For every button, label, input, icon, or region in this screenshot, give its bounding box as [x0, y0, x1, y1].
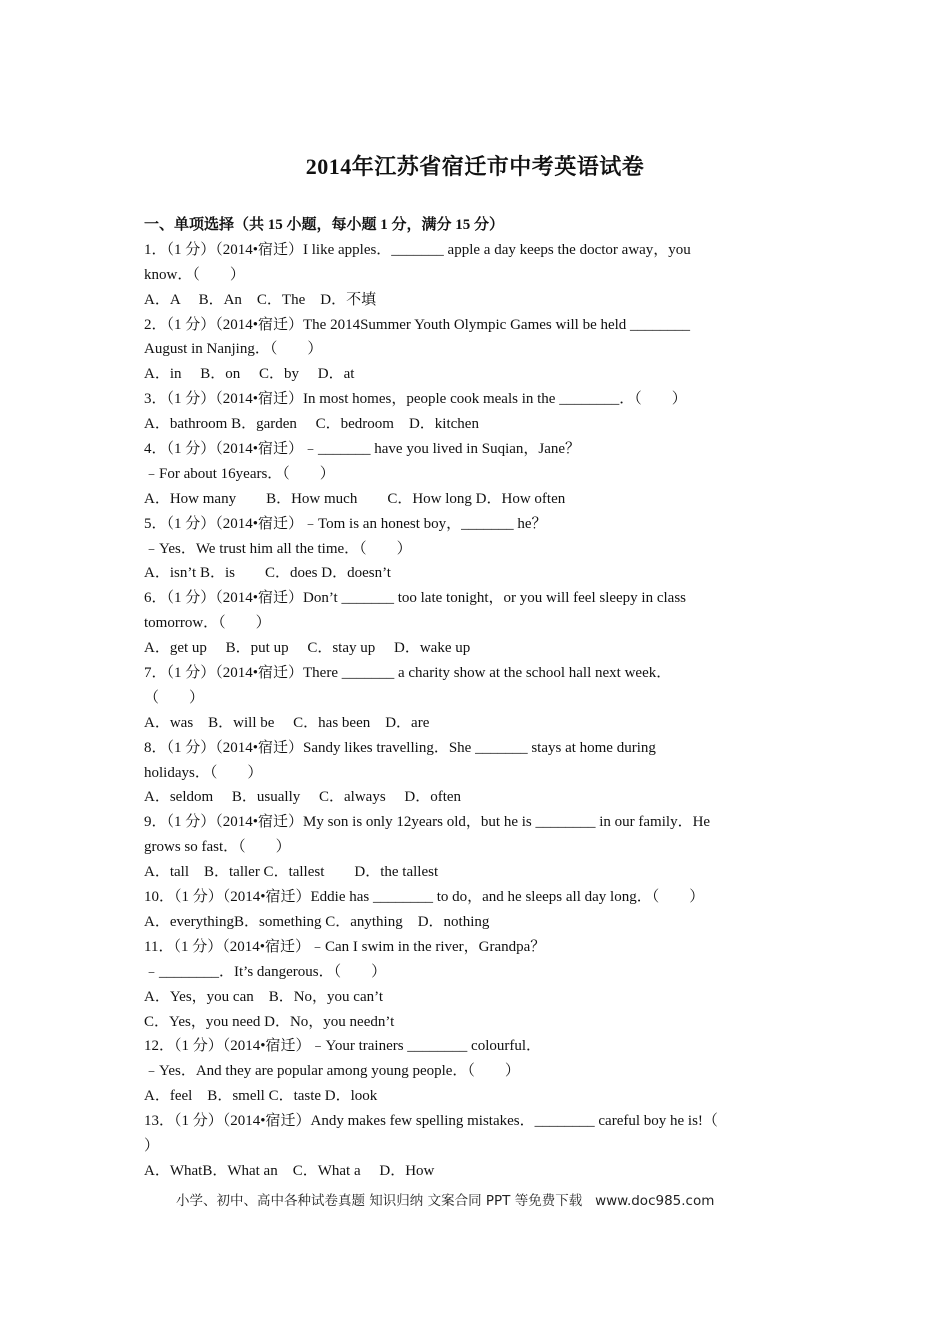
text-line: A．in B．on C．by D．at — [144, 366, 355, 383]
text-line: （ ） — [144, 689, 205, 706]
text-line: A．WhatB．What an C．What a D．How — [144, 1162, 435, 1179]
text-line: holidays．（ ） — [144, 764, 263, 781]
text-line: 12．（1 分）（2014•宿迁）﹣Your trainers ________ colourful． — [144, 1038, 542, 1055]
text-line: tomorrow．（ ） — [144, 615, 271, 632]
text-line: A．get up B．put up C．stay up D．wake up — [144, 640, 471, 657]
text-line: A．bathroom B．garden C．bedroom D．kitchen — [144, 416, 479, 433]
text-line: ﹣For about 16years．（ ） — [144, 465, 335, 482]
text-line: August in Nanjing．（ ） — [144, 341, 323, 358]
text-line: 6．（1 分）（2014•宿迁）Don’t _______ too late tonight，or you will feel sleepy in class — [144, 590, 687, 607]
text-line: 2．（1 分）（2014•宿迁）The 2014Summer Youth Olympic Games will be held ________ — [144, 316, 691, 333]
text-line: 11．（1 分）（2014•宿迁）﹣Can I swim in the river，Grandpa？ — [144, 938, 546, 955]
text-line: 10．（1 分）（2014•宿迁）Eddie has ________ to do，and he sleeps all day long．（ ） — [144, 889, 705, 906]
text-line: 5．（1 分）（2014•宿迁）﹣Tom is an honest boy，_______ he？ — [144, 515, 547, 532]
text-line: grows so fast．（ ） — [144, 839, 291, 856]
text-line: 9．（1 分）（2014•宿迁）My son is only 12years old，but he is ________ in our family．He — [144, 814, 711, 831]
text-line: A．seldom B．usually C．always D．often — [144, 789, 462, 806]
text-line: A．was B．will be C．has been D．are — [144, 714, 430, 731]
text-line: A．A B．An C．The D．不填 — [144, 291, 377, 308]
footer-text: 小学、初中、高中各种试卷真题 知识归纳 文案合同 PPT 等免费下载 www.doc985.com — [176, 1193, 715, 1209]
page-title: 2014年江苏省宿迁市中考英语试卷 — [305, 154, 645, 179]
text-line: A．isn’t B．is C．does D．doesn’t — [144, 565, 391, 582]
text-line: A．tall B．taller C．tallest D．the tallest — [144, 864, 439, 881]
text-line: C．Yes，you need D．No，you needn’t — [144, 1013, 395, 1030]
section-heading: 一、单项选择（共 15 小题，每小题 1 分，满分 15 分） — [144, 217, 505, 233]
text-line: A．Yes，you can B．No，you can’t — [144, 988, 384, 1005]
text-line: ﹣Yes．And they are popular among young people．（ ） — [144, 1063, 520, 1080]
text-line: 4．（1 分）（2014•宿迁）﹣_______ have you lived in Suqian，Jane？ — [144, 441, 581, 458]
text-line: ﹣________．It’s dangerous．（ ） — [144, 963, 387, 980]
text-line: 8．（1 分）（2014•宿迁）Sandy likes travelling．She _______ stays at home during — [144, 739, 656, 756]
text-line: know．（ ） — [144, 266, 245, 283]
text-line: A．feel B．smell C．taste D．look — [144, 1088, 378, 1105]
text-line: 13．（1 分）（2014•宿迁）Andy makes few spelling mistakes．________ careful boy he is!（ — [144, 1113, 718, 1130]
text-line: 7．（1 分）（2014•宿迁）There _______ a charity show at the school hall next week． — [144, 665, 672, 682]
question-body — [144, 213, 804, 1184]
text-line: ﹣Yes．We trust him all the time．（ ） — [144, 540, 412, 557]
text-line: A．everythingB．something C．anything D．nothing — [144, 913, 490, 930]
text-line: A．How many B．How much C．How long D．How often — [144, 490, 566, 507]
text-line: ） — [144, 1137, 160, 1154]
text-line: 1．（1 分）（2014•宿迁）I like apples．_______ apple a day keeps the doctor away，you — [144, 241, 691, 258]
text-line: 3．（1 分）（2014•宿迁）In most homes，people cook meals in the ________．（ ） — [144, 391, 687, 408]
